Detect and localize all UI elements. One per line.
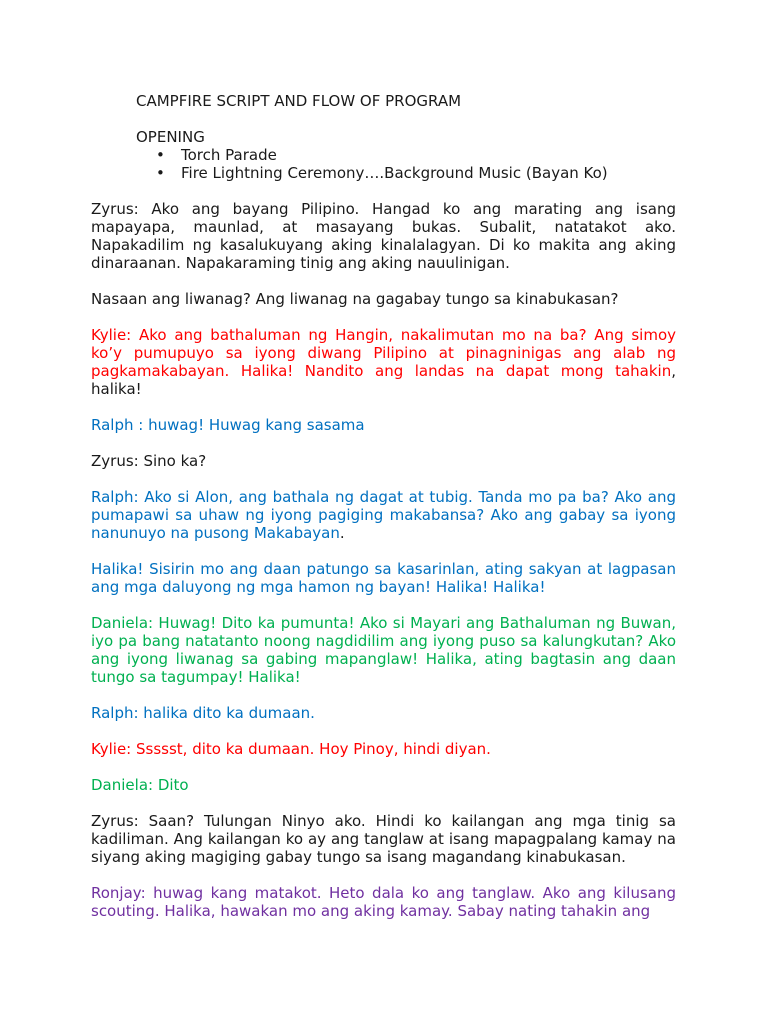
bullet-glyph: • [156, 164, 165, 182]
paragraph-zyrus-intro [91, 200, 676, 272]
paragraph-text: Ralph : huwag! Huwag kang sasama [91, 416, 365, 434]
paragraph-text: Zyrus: Ako ang bayang Pilipino. Hangad ko ang marating ang isang mapayapa, maunlad, at masayang bukas. Subalit, natatakot ako. Napakadilim ng kasalukuyang aking kinalalagyan. Di ko makita ang aking dinaraanan. Napakaraming tinig ang aking nauulinigan. [91, 200, 676, 272]
paragraph-text: Kylie: Ssssst, dito ka dumaan. Hoy Pinoy, hindi diyan. [91, 740, 491, 758]
bullet-glyph: • [156, 146, 165, 164]
paragraph-text: Ralph: halika dito ka dumaan. [91, 704, 315, 722]
paragraph-text: Ronjay: huwag kang matakot. Heto dala ko ang tanglaw. Ako ang kilusang scouting. Halika, hawakan mo ang aking kamay. Sabay nating tahakin ang [91, 884, 676, 920]
paragraph-text: Daniela: Huwag! Dito ka pumunta! Ako si Mayari ang Bathaluman ng Buwan, iyo pa bang natatanto noong nagdidilim ang iyong puso sa kalungkutan? Ako ang iyong liwanag sa gabing mapanglaw! Halika, ating bagtasin ang daan tungo sa tagumpay! Halika! [91, 614, 676, 686]
paragraph-daniela-2 [91, 776, 676, 794]
paragraph-text: Halika! Sisirin mo ang daan patungo sa kasarinlan, ating sakyan at lagpasan ang mga daluyong ng mga hamon ng bayan! Halika! Halika! [91, 560, 676, 596]
paragraph-ralph-2 [91, 488, 676, 542]
bullet-text: Torch Parade [181, 146, 277, 164]
paragraph-question [91, 290, 676, 308]
bullet-text: Fire Lightning Ceremony….Background Music (Bayan Ko) [181, 164, 608, 182]
script-body [91, 200, 676, 938]
paragraph-daniela-1 [91, 614, 676, 686]
paragraph-ronjay [91, 884, 676, 920]
paragraph-kylie-1 [91, 326, 676, 398]
paragraph-ralph-1 [91, 416, 676, 434]
paragraph-tail: , halika! [91, 362, 676, 398]
paragraph-zyrus-2 [91, 452, 676, 470]
paragraph-tail: . [339, 524, 345, 542]
paragraph-text: Kylie: Ako ang bathaluman ng Hangin, nakalimutan mo na ba? Ang simoy ko’y pumupuyo sa iyong diwang Pilipino at pinagninigas ang alab ng pagkamakabayan. Halika! Nandito ang landas na dapat mong tahakin [91, 326, 676, 380]
paragraph-ralph-3 [91, 560, 676, 596]
paragraph-text: Daniela: Dito [91, 776, 189, 794]
paragraph-kylie-2 [91, 740, 676, 758]
paragraph-text: Zyrus: Saan? Tulungan Ninyo ako. Hindi ko kailangan ang mga tinig sa kadiliman. Ang kailangan ko ay ang tanglaw at isang mapagpalang kamay na siyang aking magiging gabay tungo sa isang magandang kinabukasan. [91, 812, 676, 866]
paragraph-ralph-4 [91, 704, 676, 722]
document-title: CAMPFIRE SCRIPT AND FLOW OF PROGRAM [136, 92, 462, 110]
section-heading-opening: OPENING [136, 128, 205, 146]
opening-bullet-list [136, 146, 608, 182]
bullet-item [136, 164, 608, 182]
paragraph-text: Nasaan ang liwanag? Ang liwanag na gagabay tungo sa kinabukasan? [91, 290, 619, 308]
paragraph-text: Ralph: Ako si Alon, ang bathala ng dagat at tubig. Tanda mo pa ba? Ako ang pumapawi sa uhaw ng iyong pagiging makabansa? Ako ang gabay sa iyong nanunuyo na pusong Makabayan [91, 488, 676, 542]
paragraph-text: Zyrus: Sino ka? [91, 452, 207, 470]
paragraph-zyrus-3 [91, 812, 676, 866]
bullet-item [136, 146, 608, 164]
